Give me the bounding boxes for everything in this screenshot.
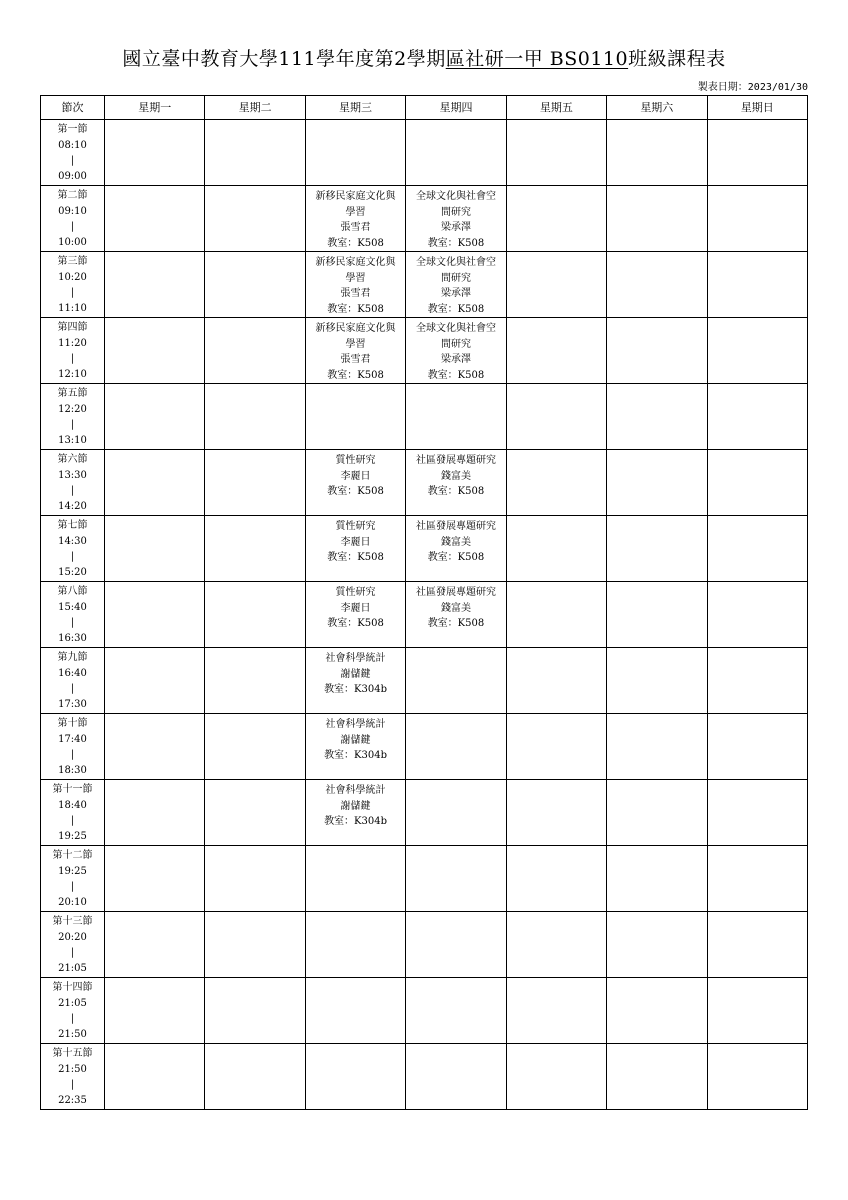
period-separator: | <box>70 287 75 298</box>
period-end-time: 16:30 <box>58 632 87 644</box>
header-thursday: 星期四 <box>406 96 506 120</box>
schedule-cell-tue <box>205 516 305 582</box>
period-start-time: 19:25 <box>58 865 87 877</box>
period-name: 第十節 <box>57 718 88 729</box>
period-name: 第三節 <box>57 256 88 267</box>
period-start-time: 21:50 <box>58 1063 87 1075</box>
schedule-cell-fri <box>506 780 606 846</box>
timetable-body <box>41 120 808 1110</box>
period-end-time: 18:30 <box>58 764 87 776</box>
course-line: 教室：K508 <box>427 303 485 315</box>
schedule-cell-sat <box>607 384 707 450</box>
period-cell <box>41 450 105 516</box>
schedule-cell-sat <box>607 714 707 780</box>
course-line: 教室：K304b <box>324 816 388 827</box>
schedule-cell-sun <box>707 120 807 186</box>
period-end-time: 21:05 <box>58 962 87 974</box>
period-cell <box>41 582 105 648</box>
period-start-time: 10:20 <box>58 271 87 283</box>
course-entry <box>306 186 405 251</box>
table-row <box>41 450 808 516</box>
course-entry <box>306 714 405 764</box>
header-monday: 星期一 <box>105 96 205 120</box>
header-row <box>41 96 808 120</box>
schedule-cell-tue <box>205 846 305 912</box>
table-row <box>41 648 808 714</box>
header-tuesday: 星期二 <box>205 96 305 120</box>
course-entry <box>306 516 405 566</box>
period-end-time: 14:20 <box>58 500 87 512</box>
table-row <box>41 780 808 846</box>
period-separator: | <box>70 551 75 562</box>
schedule-cell-sat <box>607 648 707 714</box>
header-period: 節次 <box>41 96 105 120</box>
schedule-cell-sun <box>707 252 807 318</box>
schedule-cell-sat <box>607 120 707 186</box>
period-cell <box>41 186 105 252</box>
schedule-cell-tue <box>205 252 305 318</box>
course-line: 社區發展專題研究 <box>415 587 496 598</box>
schedule-cell-sat <box>607 1044 707 1110</box>
period-name: 第七節 <box>57 520 88 531</box>
course-line: 學習 <box>345 338 366 350</box>
period-separator: | <box>70 749 75 760</box>
course-entry <box>406 450 505 500</box>
period-cell <box>41 846 105 912</box>
course-line: 李麗日 <box>340 470 371 482</box>
schedule-cell-mon <box>105 120 205 186</box>
schedule-cell-sat <box>607 978 707 1044</box>
course-line: 錢富美 <box>440 536 471 548</box>
schedule-cell-fri <box>506 978 606 1044</box>
period-cell <box>41 648 105 714</box>
period-cell <box>41 516 105 582</box>
course-line: 質性研究 <box>335 587 376 598</box>
period-separator: | <box>70 1013 75 1024</box>
course-line: 教室：K508 <box>327 486 384 497</box>
period-separator: | <box>70 1079 75 1090</box>
course-line: 李麗日 <box>340 536 371 548</box>
course-line: 教室：K508 <box>327 303 384 315</box>
schedule-cell-sun <box>707 450 807 516</box>
period-separator: | <box>70 683 75 694</box>
course-line: 錢富美 <box>440 470 471 482</box>
schedule-cell-sat <box>607 846 707 912</box>
schedule-cell-sun <box>707 846 807 912</box>
table-row <box>41 252 808 318</box>
period-cell <box>41 318 105 384</box>
period-cell <box>41 912 105 978</box>
period-start-time: 18:40 <box>58 799 87 811</box>
schedule-cell-mon <box>105 516 205 582</box>
course-line: 梁承澤 <box>440 288 471 299</box>
course-entry <box>306 780 405 830</box>
period-separator: | <box>70 617 75 628</box>
course-line: 李麗日 <box>340 602 371 614</box>
course-line: 梁承澤 <box>440 222 471 233</box>
title-prefix: 國立臺中教育大學111學年度第2學期 <box>122 48 446 70</box>
period-name: 第四節 <box>57 322 88 333</box>
schedule-cell-tue <box>205 450 305 516</box>
schedule-cell-wed <box>305 450 405 516</box>
course-line: 新移民家庭文化與 <box>315 257 396 268</box>
table-row <box>41 384 808 450</box>
course-line: 教室：K508 <box>327 369 384 381</box>
course-line: 謝儲鍵 <box>340 734 371 746</box>
course-line: 謝儲鍵 <box>340 800 371 812</box>
schedule-cell-sun <box>707 912 807 978</box>
period-end-time: 15:20 <box>58 566 87 578</box>
header-wednesday: 星期三 <box>305 96 405 120</box>
schedule-cell-tue <box>205 318 305 384</box>
schedule-cell-sat <box>607 780 707 846</box>
title-class: 區社研一甲 BS0110 <box>445 48 629 70</box>
schedule-cell-sun <box>707 186 807 252</box>
period-start-time: 12:20 <box>58 403 87 415</box>
schedule-cell-sat <box>607 516 707 582</box>
period-separator: | <box>70 419 75 430</box>
page-title <box>0 44 848 71</box>
schedule-cell-fri <box>506 450 606 516</box>
schedule-cell-thu <box>406 714 506 780</box>
table-row <box>41 186 808 252</box>
schedule-cell-mon <box>105 252 205 318</box>
period-separator: | <box>70 947 75 958</box>
schedule-cell-fri <box>506 120 606 186</box>
course-line: 學習 <box>345 206 366 218</box>
schedule-cell-sat <box>607 450 707 516</box>
period-cell <box>41 714 105 780</box>
course-line: 錢富美 <box>440 602 471 614</box>
schedule-cell-tue <box>205 120 305 186</box>
period-start-time: 17:40 <box>58 733 87 745</box>
course-line: 新移民家庭文化與 <box>315 191 396 202</box>
schedule-cell-sun <box>707 582 807 648</box>
course-entry <box>306 252 405 317</box>
schedule-cell-wed <box>305 912 405 978</box>
schedule-cell-wed <box>305 582 405 648</box>
course-line: 學習 <box>345 272 366 284</box>
period-separator: | <box>70 155 75 166</box>
period-separator: | <box>70 221 75 232</box>
course-line: 社區發展專題研究 <box>415 521 496 532</box>
schedule-cell-mon <box>105 186 205 252</box>
course-line: 社會科學統計 <box>325 785 386 796</box>
schedule-cell-mon <box>105 318 205 384</box>
schedule-cell-tue <box>205 912 305 978</box>
course-entry <box>406 516 505 566</box>
period-name: 第九節 <box>57 652 88 663</box>
period-name: 第八節 <box>57 586 88 597</box>
course-line: 間研究 <box>440 272 471 284</box>
course-line: 新移民家庭文化與 <box>315 323 396 334</box>
schedule-cell-mon <box>105 450 205 516</box>
course-entry <box>306 450 405 500</box>
period-cell <box>41 780 105 846</box>
period-end-time: 10:00 <box>58 236 87 248</box>
schedule-cell-fri <box>506 1044 606 1110</box>
schedule-cell-wed <box>305 978 405 1044</box>
table-row <box>41 978 808 1044</box>
schedule-cell-sun <box>707 978 807 1044</box>
schedule-cell-sat <box>607 318 707 384</box>
header-sunday: 星期日 <box>707 96 807 120</box>
schedule-cell-thu <box>406 846 506 912</box>
course-line: 教室：K304b <box>324 750 388 761</box>
course-line: 教室：K508 <box>427 486 485 497</box>
table-row <box>41 120 808 186</box>
print-date: 製表日期：2023/01/30 <box>697 82 808 93</box>
schedule-cell-tue <box>205 978 305 1044</box>
schedule-cell-thu <box>406 780 506 846</box>
schedule-cell-thu <box>406 912 506 978</box>
schedule-cell-sun <box>707 384 807 450</box>
schedule-cell-tue <box>205 1044 305 1110</box>
schedule-cell-wed <box>305 252 405 318</box>
schedule-cell-thu <box>406 1044 506 1110</box>
period-start-time: 16:40 <box>58 667 87 679</box>
course-line: 教室：K508 <box>427 618 485 629</box>
schedule-cell-thu <box>406 450 506 516</box>
timetable-header <box>41 96 808 120</box>
period-name: 第十三節 <box>52 916 93 927</box>
schedule-cell-fri <box>506 516 606 582</box>
schedule-cell-tue <box>205 186 305 252</box>
course-entry <box>406 582 505 632</box>
period-separator: | <box>70 881 75 892</box>
schedule-cell-fri <box>506 912 606 978</box>
schedule-cell-thu <box>406 318 506 384</box>
timetable <box>40 95 808 1110</box>
schedule-cell-fri <box>506 846 606 912</box>
schedule-cell-sun <box>707 516 807 582</box>
period-end-time: 20:10 <box>58 896 87 908</box>
schedule-cell-wed <box>305 648 405 714</box>
course-line: 全球文化與社會空 <box>415 257 496 268</box>
course-line: 教室：K508 <box>427 237 485 249</box>
schedule-cell-wed <box>305 1044 405 1110</box>
period-start-time: 21:05 <box>58 997 87 1009</box>
schedule-cell-wed <box>305 186 405 252</box>
course-entry <box>306 318 405 383</box>
period-name: 第二節 <box>57 190 88 201</box>
schedule-cell-fri <box>506 648 606 714</box>
period-cell <box>41 1044 105 1110</box>
header-saturday: 星期六 <box>607 96 707 120</box>
period-name: 第五節 <box>57 388 88 399</box>
schedule-cell-fri <box>506 384 606 450</box>
schedule-cell-wed <box>305 846 405 912</box>
period-end-time: 09:00 <box>58 170 87 182</box>
period-name: 第十五節 <box>52 1048 93 1059</box>
period-name: 第十一節 <box>52 784 93 795</box>
table-row <box>41 516 808 582</box>
schedule-cell-thu <box>406 516 506 582</box>
table-row <box>41 582 808 648</box>
schedule-cell-mon <box>105 1044 205 1110</box>
course-line: 張雪君 <box>340 354 371 365</box>
schedule-cell-tue <box>205 384 305 450</box>
schedule-cell-mon <box>105 648 205 714</box>
schedule-cell-wed <box>305 516 405 582</box>
period-start-time: 15:40 <box>58 601 87 613</box>
schedule-cell-sun <box>707 780 807 846</box>
course-line: 張雪君 <box>340 222 371 233</box>
schedule-cell-fri <box>506 318 606 384</box>
schedule-cell-fri <box>506 714 606 780</box>
course-entry <box>406 186 505 251</box>
table-row <box>41 846 808 912</box>
period-end-time: 22:35 <box>58 1094 87 1106</box>
schedule-cell-sat <box>607 186 707 252</box>
period-end-time: 21:50 <box>58 1028 87 1040</box>
course-line: 教室：K304b <box>324 684 388 695</box>
course-line: 張雪君 <box>340 288 371 299</box>
schedule-cell-thu <box>406 384 506 450</box>
schedule-cell-thu <box>406 186 506 252</box>
course-entry <box>406 252 505 317</box>
schedule-cell-wed <box>305 384 405 450</box>
course-line: 梁承澤 <box>440 354 471 365</box>
course-line: 教室：K508 <box>327 552 384 563</box>
schedule-cell-sun <box>707 318 807 384</box>
title-suffix: 班級課程表 <box>628 48 726 70</box>
schedule-cell-tue <box>205 648 305 714</box>
schedule-cell-sat <box>607 252 707 318</box>
period-name: 第十二節 <box>52 850 93 861</box>
course-line: 教室：K508 <box>427 552 485 563</box>
table-row <box>41 1044 808 1110</box>
course-line: 全球文化與社會空 <box>415 191 496 202</box>
schedule-cell-wed <box>305 120 405 186</box>
schedule-cell-sun <box>707 1044 807 1110</box>
period-end-time: 19:25 <box>58 830 87 842</box>
period-start-time: 14:30 <box>58 535 87 547</box>
schedule-cell-tue <box>205 582 305 648</box>
period-start-time: 08:10 <box>58 139 87 151</box>
course-line: 社會科學統計 <box>325 719 386 730</box>
schedule-cell-mon <box>105 912 205 978</box>
schedule-cell-mon <box>105 714 205 780</box>
period-end-time: 12:10 <box>58 368 87 380</box>
schedule-cell-fri <box>506 582 606 648</box>
schedule-cell-mon <box>105 780 205 846</box>
schedule-cell-mon <box>105 846 205 912</box>
period-name: 第六節 <box>57 454 88 465</box>
schedule-cell-fri <box>506 186 606 252</box>
course-entry <box>406 318 505 383</box>
course-line: 質性研究 <box>335 455 376 466</box>
schedule-cell-sun <box>707 648 807 714</box>
period-start-time: 13:30 <box>58 469 87 481</box>
period-cell <box>41 252 105 318</box>
course-entry <box>306 648 405 698</box>
schedule-cell-sun <box>707 714 807 780</box>
schedule-cell-wed <box>305 780 405 846</box>
schedule-cell-sat <box>607 912 707 978</box>
schedule-cell-tue <box>205 780 305 846</box>
schedule-cell-thu <box>406 582 506 648</box>
schedule-cell-thu <box>406 978 506 1044</box>
table-row <box>41 912 808 978</box>
course-line: 教室：K508 <box>327 237 384 249</box>
period-name: 第十四節 <box>52 982 93 993</box>
course-line: 間研究 <box>440 338 471 350</box>
course-line: 質性研究 <box>335 521 376 532</box>
period-separator: | <box>70 485 75 496</box>
header-friday: 星期五 <box>506 96 606 120</box>
course-line: 全球文化與社會空 <box>415 323 496 334</box>
period-end-time: 11:10 <box>58 302 87 314</box>
schedule-cell-fri <box>506 252 606 318</box>
course-line: 社會科學統計 <box>325 653 386 664</box>
table-row <box>41 318 808 384</box>
period-cell <box>41 120 105 186</box>
course-line: 教室：K508 <box>327 618 384 629</box>
course-line: 社區發展專題研究 <box>415 455 496 466</box>
period-name: 第一節 <box>57 124 88 135</box>
course-line: 謝儲鍵 <box>340 668 371 680</box>
period-end-time: 13:10 <box>58 434 87 446</box>
period-cell <box>41 384 105 450</box>
schedule-cell-thu <box>406 252 506 318</box>
period-start-time: 09:10 <box>58 205 87 217</box>
course-line: 教室：K508 <box>427 369 485 381</box>
course-entry <box>306 582 405 632</box>
schedule-cell-mon <box>105 384 205 450</box>
schedule-cell-thu <box>406 648 506 714</box>
period-start-time: 20:20 <box>58 931 87 943</box>
period-separator: | <box>70 353 75 364</box>
period-start-time: 11:20 <box>58 337 87 349</box>
course-line: 間研究 <box>440 206 471 218</box>
period-separator: | <box>70 815 75 826</box>
schedule-cell-mon <box>105 582 205 648</box>
schedule-cell-sat <box>607 582 707 648</box>
period-cell <box>41 978 105 1044</box>
schedule-cell-mon <box>105 978 205 1044</box>
schedule-cell-thu <box>406 120 506 186</box>
period-end-time: 17:30 <box>58 698 87 710</box>
schedule-cell-wed <box>305 714 405 780</box>
schedule-cell-tue <box>205 714 305 780</box>
table-row <box>41 714 808 780</box>
schedule-cell-wed <box>305 318 405 384</box>
